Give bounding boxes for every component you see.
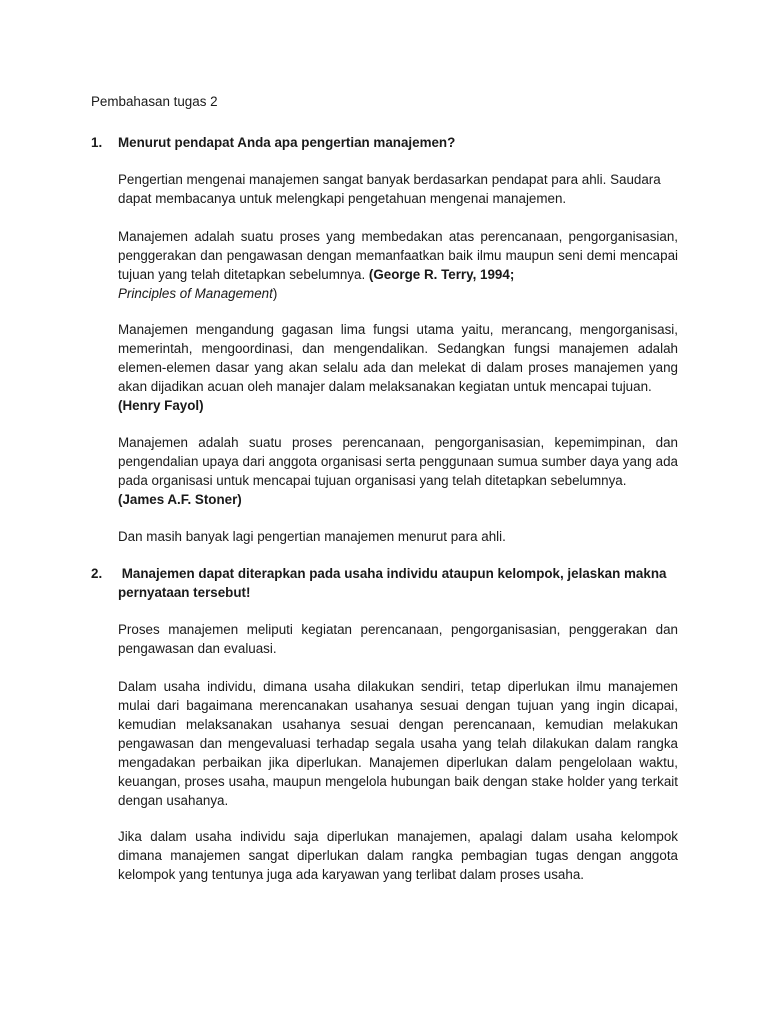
paragraph-text: Pengertian mengenai manajemen sangat banyak berdasarkan pendapat para ahli. Saudara dapat membacanya untuk melengkapi pengetahuan mengenai manajemen. <box>118 172 661 206</box>
answer-paragraph <box>118 677 678 810</box>
answer-paragraph <box>118 527 678 546</box>
citation-title: Principles of Management <box>118 286 273 301</box>
question-number: 1. <box>91 135 103 150</box>
paragraph-text: Proses manajemen meliputi kegiatan perencanaan, pengorganisasian, penggerakan dan pengawasan dan evaluasi. <box>118 622 678 656</box>
question-1 <box>91 133 679 152</box>
paragraph-text: Dalam usaha individu, dimana usaha dilakukan sendiri, tetap diperlukan ilmu manajemen mulai dari bagaimana merencanakan usahanya sesuai dengan tujuan yang ingin dicapai, kemudian melaksanakan usahanya sesuai dengan perencanaan, kemudian melakukan pengawasan dan mengevaluasi terhadap segala usaha yang telah dilakukan dalam rangka mengadakan perbaikan jika diperlukan. Manajemen diperlukan dalam pengelolaan waktu, keuangan, proses usaha, maupun mengelola hubungan baik dengan stake holder yang terkait dengan usahanya. <box>118 679 678 808</box>
paragraph-text: Manajemen mengandung gagasan lima fungsi utama yaitu, merancang, mengorganisasi, memerintah, mengoordinasi, dan mengendalikan. Sedangkan fungsi manajemen adalah elemen-elemen dasar yang akan selalu ada dan melekat di dalam proses manajemen yang akan dijadikan acuan oleh manajer dalam melaksanakan kegiatan untuk mencapai tujuan. <box>118 322 678 394</box>
question-text: Manajemen dapat diterapkan pada usaha individu ataupun kelompok, jelaskan makna pernyataan tersebut! <box>118 566 671 600</box>
citation-author: (Henry Fayol) <box>118 398 204 413</box>
paragraph-text: Dan masih banyak lagi pengertian manajemen menurut para ahli. <box>118 529 506 544</box>
citation-author: (George R. Terry, 1994; <box>368 267 515 282</box>
paragraph-text: Manajemen adalah suatu proses yang membedakan atas perencanaan, pengorganisasian, penggerakan dan pengawasan dengan memanfaatkan baik ilmu maupun seni demi mencapai tujuan yang telah ditetapkan sebelumnya. <box>118 229 678 282</box>
answer-paragraph <box>118 827 678 884</box>
citation-author: (James A.F. Stoner) <box>118 492 242 507</box>
citation-close: ) <box>272 286 278 301</box>
answer-paragraph <box>118 227 678 303</box>
answer-paragraph <box>118 620 678 658</box>
question-number: 2. <box>91 566 103 581</box>
question-text: Menurut pendapat Anda apa pengertian manajemen? <box>118 135 456 150</box>
question-2 <box>91 564 679 602</box>
paragraph-text: Jika dalam usaha individu saja diperlukan manajemen, apalagi dalam usaha kelompok dimana manajemen sangat diperlukan dalam rangka pembagian tugas dengan anggota kelompok yang tentunya juga ada karyawan yang terlibat dalam proses usaha. <box>118 829 678 882</box>
answer-paragraph <box>118 170 678 208</box>
answer-paragraph <box>118 320 678 415</box>
paragraph-text: Manajemen adalah suatu proses perencanaan, pengorganisasian, kepemimpinan, dan pengendalian upaya dari anggota organisasi serta penggunaan sumua sumber daya yang ada pada organisasi untuk mencapai tujuan organisasi yang telah ditetapkan sebelumnya. <box>118 435 678 488</box>
answer-paragraph <box>118 433 678 509</box>
document-title: Pembahasan tugas 2 <box>91 94 218 109</box>
